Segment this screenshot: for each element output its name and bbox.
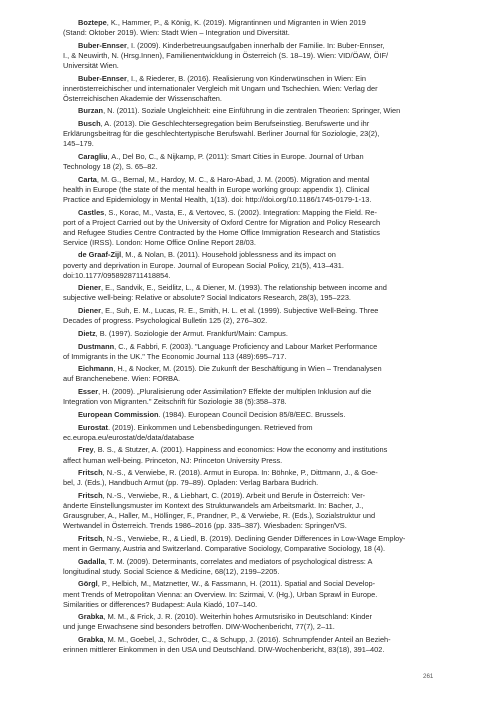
reference-author: Eurostat bbox=[78, 422, 108, 432]
reference-text: , A., Del Bo, C., & Nijkamp, P. (2011): Smart Cities in Europe. Journal of Urban bbox=[107, 152, 364, 161]
reference-entry bbox=[63, 175, 447, 205]
reference-line: erinnen mittlerer Einkommen in den USA und Deutschland. DIW-Wochenbericht, 83(18), 391–402. bbox=[63, 645, 385, 655]
reference-line bbox=[63, 579, 447, 589]
reference-author: Carta bbox=[78, 174, 97, 184]
reference-line: Wertwandel in Österreich. Trends 1986–2016 (pp. 335–387). Wiesbaden: Springer/VS. bbox=[63, 521, 347, 531]
reference-line: Practice and Epidemiology in Mental Health, 1(13). doi: http://doi.org/10.1186/1745-0179-1-13. bbox=[63, 194, 372, 204]
reference-line: innerösterreichischer und internationaler Vergleich mit Ungarn und Tschechien. Wien: Verlag der bbox=[63, 83, 378, 93]
reference-line bbox=[63, 423, 447, 433]
reference-line: Erklärungsbeitrag für die geschlechtertypische Berufswahl. Berliner Journal für Soziologie, 23(2), bbox=[63, 129, 380, 139]
reference-entry bbox=[63, 557, 447, 577]
reference-line: Österreichischen Akademie der Wissenschaften. bbox=[63, 93, 222, 103]
reference-line bbox=[63, 557, 447, 567]
reference-line: Universität Wien. bbox=[63, 60, 119, 70]
reference-line: (Stand: Oktober 2019). Wien: Stadt Wien – Integration und Diversität. bbox=[63, 28, 290, 38]
reference-entry bbox=[63, 41, 447, 71]
reference-line bbox=[63, 612, 447, 622]
reference-line: auf Branchenebene. Wien: FORBA. bbox=[63, 374, 181, 384]
reference-author: Castles bbox=[78, 207, 105, 217]
reference-line bbox=[63, 342, 447, 352]
reference-text: , B. (1997). Soziologie der Armut. Frankfurt/Main: Campus. bbox=[95, 328, 288, 338]
reference-line: Similarities or differences? Budapest: Aula Kiadó, 107–140. bbox=[63, 599, 258, 609]
reference-line: longitudinal study. Social Science & Medicine, 68(12), 2199–2205. bbox=[63, 566, 280, 576]
reference-text: , I., & Riederer, B. (2016). Realisierung von Kinderwünschen in Wien: Ein bbox=[126, 73, 366, 83]
reference-entry bbox=[63, 106, 447, 116]
reference-entry bbox=[63, 250, 447, 280]
reference-author: Gadalla bbox=[78, 556, 105, 566]
reference-author: Buber-Ennser bbox=[78, 73, 127, 83]
reference-line: port of a Project Carried out by the University of Oxford Centre for Migration and Policy Research bbox=[63, 217, 381, 227]
reference-text: , E., Sandvik, E., Seidlitz, L., & Diener, M. (1993). The relationship between income and bbox=[101, 283, 387, 293]
reference-line: doi:10.1177/0958928711418854. bbox=[63, 270, 171, 280]
reference-entry bbox=[63, 423, 447, 443]
reference-text: , A. (2013). Die Geschlechtersegregation beim Berufseinstieg. Berufswerte und ihr bbox=[100, 119, 370, 129]
reference-entry bbox=[63, 119, 447, 149]
reference-author: Görgl bbox=[78, 579, 98, 589]
reference-text: , M. G., Bernal, M., Hardoy, M. C., & Haro-Abad, J. M. (2005). Migration and mental bbox=[96, 174, 370, 184]
reference-line bbox=[63, 410, 447, 420]
reference-line: 145–179. bbox=[63, 139, 94, 149]
reference-entry bbox=[63, 387, 447, 407]
reference-text: , E., Suh, E. M., Lucas, R. E., Smith, H. L. et al. (1999). Subjective Well-Being. Three bbox=[101, 306, 379, 316]
reference-entry bbox=[63, 635, 447, 655]
reference-entry bbox=[63, 208, 447, 248]
reference-author: Diener bbox=[78, 283, 102, 293]
reference-line: ec.europa.eu/eurostat/de/data/database bbox=[63, 432, 195, 442]
reference-text: , H. (2009). „Pluralisierung oder Assimilation? Effekte der multiplen Inklusion auf die bbox=[98, 387, 372, 397]
reference-text: . (1984). European Council Decision 85/8/EEC. Brussels. bbox=[158, 409, 346, 419]
reference-author: Burzan bbox=[78, 106, 104, 116]
reference-line bbox=[63, 41, 447, 51]
reference-text: . (2019). Einkommen und Lebensbedingungen. Retrieved from bbox=[107, 422, 313, 432]
reference-line bbox=[63, 306, 447, 316]
reference-author: Grabka bbox=[78, 635, 104, 645]
reference-entry bbox=[63, 364, 447, 384]
reference-line bbox=[63, 635, 447, 645]
reference-text: , N.-S., & Verwiebe, R. (2018). Armut in Europa. In: Böhnke, P., Dittmann, J., & Goe- bbox=[102, 468, 378, 478]
reference-line: bel, J. (Eds.), Handbuch Armut (pp. 79–89). Opladen: Verlag Barbara Budrich. bbox=[63, 478, 319, 488]
reference-text: , T. M. (2009). Determinants, correlates and mediators of psychological distress: A bbox=[104, 556, 373, 566]
reference-line bbox=[63, 445, 447, 455]
reference-author: Esser bbox=[78, 387, 99, 397]
reference-line: subjective well-being: Relative or absolute? Social Indicators Research, 28(3), 195–223. bbox=[63, 293, 351, 303]
reference-line bbox=[63, 468, 447, 478]
reference-entry bbox=[63, 74, 447, 104]
reference-line bbox=[63, 18, 447, 28]
reference-author: Dustmann bbox=[78, 341, 115, 351]
reference-line: health in Europe (the state of the mental health in Europe working group: appendix 1). Clinical bbox=[63, 184, 370, 194]
reference-line: ment in Germany, Austria and Switzerland. Comparative Sociology, Comparative Sociology, 18 (4). bbox=[63, 543, 386, 553]
reference-text: , N.-S., Verwiebe, R., & Liedl, B. (2019). Declining Gender Differences in Low-Wage Employ- bbox=[102, 533, 406, 543]
reference-line: Integration von Migranten." Zeitschrift für Soziologie 38 (5):358–378. bbox=[63, 397, 287, 407]
reference-line: I., & Neuwirth, N. (Hrsg.Innen), Familienentwicklung in Österreich (S. 18–19). Wien: VID/ÖAW, ÖIF/ bbox=[63, 50, 389, 60]
reference-text: , I. (2009). Kinderbetreuungsaufgaben innerhalb der Familie. In: Buber-Ennser, bbox=[126, 40, 385, 50]
reference-author: Fritsch bbox=[78, 468, 103, 478]
reference-line: Decades of progress. Psychological Bulletin 125 (2), 276–302. bbox=[63, 316, 268, 326]
reference-entry bbox=[63, 445, 447, 465]
reference-text: , M., & Nolan, B. (2011). Household joblessness and its impact on bbox=[121, 250, 336, 260]
reference-entry bbox=[63, 306, 447, 326]
reference-author: Busch bbox=[78, 119, 101, 129]
reference-entry bbox=[63, 329, 447, 339]
reference-entry bbox=[63, 342, 447, 362]
reference-author: Boztepe bbox=[78, 18, 107, 27]
reference-line bbox=[63, 491, 447, 501]
reference-line bbox=[63, 119, 447, 129]
reference-entry bbox=[63, 18, 447, 38]
reference-entry bbox=[63, 612, 447, 632]
reference-text: , C., & Fabbri, F. (2003). "Language Proficiency and Labour Market Performance bbox=[114, 341, 378, 351]
reference-author: Grabka bbox=[78, 612, 104, 622]
reference-author: Diener bbox=[78, 306, 102, 316]
reference-line bbox=[63, 387, 447, 397]
reference-line: poverty and deprivation in Europe. Journal of European Social Policy, 21(5), 413–431. bbox=[63, 260, 344, 270]
reference-author: Dietz bbox=[78, 328, 96, 338]
reference-line bbox=[63, 329, 447, 339]
reference-line: Grausgruber, A., Haller, M., Höllinger, F., Prandner, P., & Verwiebe, R. (Eds.), Sozialstruktur und bbox=[63, 511, 376, 521]
reference-entry bbox=[63, 283, 447, 303]
reference-line bbox=[63, 283, 447, 293]
reference-line bbox=[63, 74, 447, 84]
reference-text: , P., Helbich, M., Matznetter, W., & Fassmann, H. (2011). Spatial and Social Develop- bbox=[97, 579, 376, 589]
reference-line: änderte Einstellungsmuster im Kontext des Strukturwandels am Arbeitsmarkt. In: Bacher, J., bbox=[63, 501, 364, 511]
reference-line bbox=[63, 106, 447, 116]
reference-line: ment Trends of Metropolitan Vienna: an Overview. In: Szirmai, V. (Hg.), Urban Sprawl in Europe. bbox=[63, 589, 378, 599]
reference-author: Frey bbox=[78, 445, 94, 455]
reference-author: Buber-Ennser bbox=[78, 40, 127, 50]
reference-author: Eichmann bbox=[78, 364, 114, 374]
reference-entry bbox=[63, 468, 447, 488]
reference-line: of Immigrants in the UK." The Economic Journal 113 (489):695–717. bbox=[63, 351, 287, 361]
reference-list bbox=[63, 18, 447, 658]
reference-entry bbox=[63, 579, 447, 609]
reference-entry bbox=[63, 491, 447, 531]
reference-text: , M. M., & Frick, J. R. (2010). Weiterhin hohes Armutsrisiko in Deutschland: Kinder bbox=[103, 612, 372, 622]
reference-text: , S., Korac, M., Vasta, E., & Vertovec, S. (2002). Integration: Mapping the Field. Re- bbox=[104, 207, 377, 217]
reference-line: und junge Erwachsene sind besonders betroffen. DIW-Wochenbericht, 77(7), 2–11. bbox=[63, 622, 335, 632]
reference-line: and Refugee Studies Centre Contracted by the Home Office Immigration Research and Statistics bbox=[63, 227, 380, 237]
reference-text: , M. M., Goebel, J., Schröder, C., & Schupp, J. (2016). Schrumpfender Anteil an Bezieh- bbox=[103, 635, 391, 645]
reference-text: , N.-S., Verwiebe, R., & Liebhart, C. (2019). Arbeit und Berufe in Österreich: Ver- bbox=[102, 491, 366, 501]
reference-line bbox=[63, 175, 447, 185]
reference-entry bbox=[63, 152, 447, 172]
reference-line bbox=[63, 250, 447, 260]
reference-entry bbox=[63, 534, 447, 554]
reference-line bbox=[63, 152, 447, 162]
reference-author: Caragliu bbox=[78, 152, 108, 161]
reference-author: European Commission bbox=[78, 409, 159, 419]
reference-text: , H., & Nocker, M. (2015). Die Zukunft der Beschäftigung in Wien – Trendanalysen bbox=[113, 364, 382, 374]
page-number: 261 bbox=[423, 673, 434, 680]
reference-line bbox=[63, 208, 447, 218]
reference-line: affect human well-being. Princeton, NJ: Princeton University Press. bbox=[63, 455, 283, 465]
reference-line bbox=[63, 364, 447, 374]
reference-author: Fritsch bbox=[78, 491, 103, 501]
reference-line: Technology 18 (2), S. 65–82. bbox=[63, 162, 158, 172]
reference-line: Service (IRSS). London: Home Office Online Report 28/03. bbox=[63, 237, 256, 247]
reference-author: Fritsch bbox=[78, 533, 103, 543]
reference-text: , K., Hammer, P., & König, K. (2019). Migrantinnen und Migranten in Wien 2019 bbox=[106, 18, 366, 27]
reference-text: , N. (2011). Soziale Ungleichheit: eine Einführung in die zentralen Theorien: Springer, Wien bbox=[103, 106, 401, 116]
reference-text: , B. S., & Stutzer, A. (2001). Happiness and economics: How the economy and institutions bbox=[93, 445, 388, 455]
reference-entry bbox=[63, 410, 447, 420]
reference-line bbox=[63, 534, 447, 544]
reference-author: de Graaf-Zijl bbox=[78, 250, 122, 260]
